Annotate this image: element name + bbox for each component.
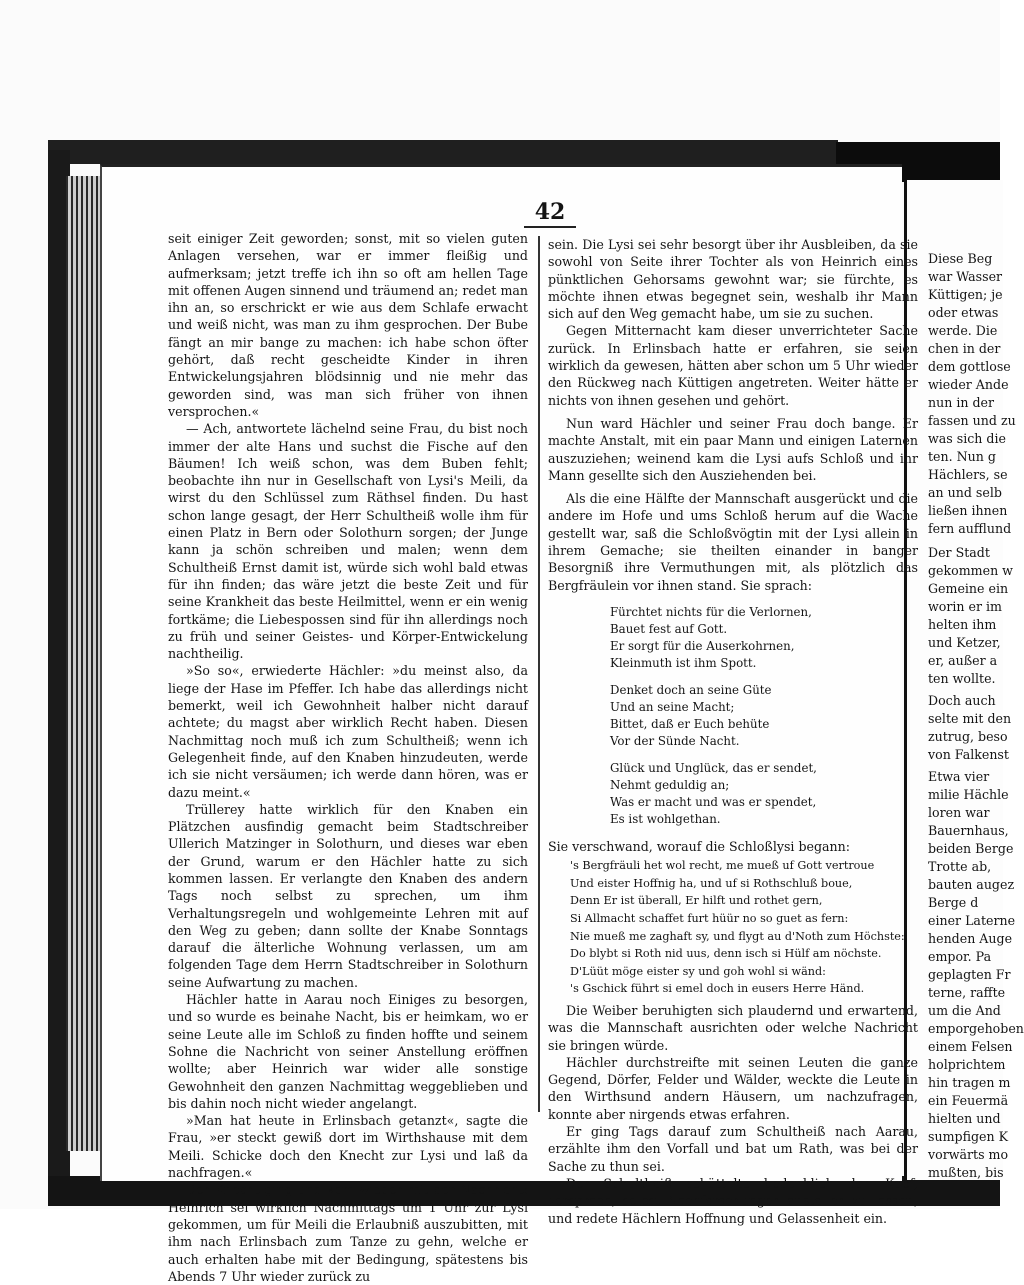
- paragraph: Hächler durchstreifte mit seinen Leuten die ganze Gegend, Dörfer, Felder und Wälder, weckte die Leute in den Wirthsund andern Häusern, um nachzufragen, konnte aber nirgends etwas erfahren.: [548, 1054, 918, 1122]
- facing-page-line: mußten, bis: [928, 1165, 1004, 1180]
- left-column: [168, 230, 528, 1285]
- facing-page-line: einem Felsen: [928, 1039, 1013, 1054]
- facing-page-line: worin er im: [928, 599, 1002, 614]
- verse-line: Denn Er ist überall, Er hilft und rothet gern,: [570, 894, 823, 908]
- facing-page-line: einer Laterne: [928, 913, 1016, 928]
- facing-page-line: fassen und zu: [928, 413, 1016, 428]
- poem-stanza: [610, 760, 918, 828]
- paragraph: Der Schultheiß schüttelte bedenklich den Kopf, versprach, selbst Nachforschungen anstellen zu lassen, und redete Hächlern Hoffnung und Gelassenheit ein.: [548, 1175, 918, 1226]
- facing-page-line: selte mit den: [928, 711, 1012, 726]
- poem: [610, 604, 918, 828]
- facing-page-line: und Ketzer,: [928, 635, 1001, 650]
- facing-page-line: wieder Ande: [928, 377, 1009, 392]
- facing-page-line: war Wasser: [928, 269, 1003, 284]
- scan-border-top: [48, 140, 838, 164]
- facing-page-line: er, außer a: [928, 653, 998, 668]
- facing-page-line: milie Hächle: [928, 787, 1009, 802]
- verse-line: Nie mueß me zaghaft sy, und flygt au d'Noth zum Höchste:: [570, 929, 905, 943]
- verse-line: D'Lüüt möge eister sy und goh wohl si wänd:: [570, 964, 826, 978]
- facing-page-line: dem gottlose: [928, 359, 1011, 374]
- page-number: 42: [534, 199, 566, 225]
- facing-page-line: oder etwas: [928, 305, 999, 320]
- verse-line: Si Allmacht schaffet furt hüür no so guet as fern:: [570, 912, 849, 926]
- poem-line: Und an seine Macht;: [610, 699, 735, 714]
- dialect-verse: [570, 857, 918, 998]
- poem-line: Glück und Unglück, das er sendet,: [610, 760, 817, 775]
- poem-line: Er sorgt für die Auserkohrnen,: [610, 638, 795, 653]
- facing-page-line: holprichtem: [928, 1057, 1006, 1072]
- facing-page-line: nun in der: [928, 395, 995, 410]
- facing-page-line: hin tragen m: [928, 1075, 1011, 1090]
- facing-page-line: terne, raffte: [928, 985, 1006, 1000]
- page-number-rule: [524, 226, 576, 228]
- poem-line: Nehmt geduldig an;: [610, 777, 730, 792]
- facing-page-line: Trotte ab,: [928, 859, 992, 874]
- facing-page-line: loren war: [928, 805, 990, 820]
- middle-column: [548, 236, 918, 1227]
- paragraph: Die Weiber beruhigten sich plaudernd und erwartend, was die Mannschaft ausrichten oder welche Nachricht sie bringen würde.: [548, 1002, 918, 1053]
- facing-page-line: Berge d: [928, 895, 979, 910]
- paragraph: — Ach, antwortete lächelnd seine Frau, du bist noch immer der alte Hans und suchst die Fische auf den Bäumen! Ich weiß schon, was dem Buben fehlt; beobachte ihn nur in Gesellschaft von Lysi's Meili, da wirst du den Schlüssel zum Räthsel finden. Du hast schon lange gesagt, der Herr Schultheiß wolle ihm für einen Platz in Bern oder Solothurn sorgen; der Junge kann ja schön schreiben und malen; wenn dem Schultheiß Ernst damit ist, würde sich wohl bald etwas für ihn finden; das wäre jetzt die beste Zeit und für seine Krankheit das beste Heilmittel, wenn er ein wenig fortkäme; die Liebespossen sind für ihn allerdings noch zu früh und seiner Geistes- und Körper-Entwickelung nachtheilig.: [168, 421, 528, 662]
- column-divider: [538, 236, 540, 1112]
- verse-line: Do blybt si Roth nid uus, denn isch si Hülf am nöchste.: [570, 947, 882, 961]
- verse-line: 's Gschick führt si emel doch in eusers Herre Händ.: [570, 982, 865, 996]
- facing-page-line: Etwa vier: [928, 769, 990, 784]
- facing-page-line: Doch auch: [928, 693, 996, 708]
- facing-page-line: was sich die: [928, 431, 1006, 446]
- facing-page-line: ten wollte.: [928, 671, 996, 686]
- verse-line: Und eister Hoffnig ha, und uf si Rothschluß boue,: [570, 876, 853, 890]
- facing-page-line: emporgehoben: [928, 1021, 1024, 1036]
- poem-line: Es ist wohlgethan.: [610, 811, 721, 826]
- paragraph: Hächler hatte in Aarau noch Einiges zu besorgen, und so wurde es beinahe Nacht, bis er heimkam, wo er seine Leute alle im Schloß zu finden hoffte und seinem Sohne die Nachricht von seiner Anstellung eröffnen wollte; aber Heinrich war wider alle sonstige Gewohnheit den ganzen Nachmittag weggeblieben und bis dahin noch nicht wieder angelangt.: [168, 992, 528, 1111]
- poem-line: Fürchtet nichts für die Verlornen,: [610, 604, 812, 619]
- facing-page-line: ein Feuermä: [928, 1093, 1009, 1108]
- facing-page-line: Gemeine ein: [928, 581, 1009, 596]
- facing-page-line: werde. Die: [928, 323, 998, 338]
- facing-page-line: gekommen w: [928, 563, 1013, 578]
- facing-page-line: um die And: [928, 1003, 1001, 1018]
- paragraph: Der Knecht ging und kam wieder mit der Nachricht: Heinrich sei wirklich Nachmittags um 1 Uhr zur Lysi gekommen, um für Meili die Erlaubniß auszubitten, mit ihm nach Erlinsbach zum Tanze zu gehn, welche er auch erhalten habe mit der Bedingung, spätestens bis Abends 7 Uhr wieder zurück zu: [168, 1182, 528, 1284]
- paragraph: Nun ward Hächler und seiner Frau doch bange. Er machte Anstalt, mit ein paar Mann und einigen Laternen auszuziehen; weinend kam die Lysi aufs Schloß und ihr Mann gesellte sich den Ausziehenden bei.: [548, 415, 918, 483]
- facing-page-line: Küttigen; je: [928, 287, 1003, 302]
- facing-page-line: zutrug, beso: [928, 729, 1008, 744]
- facing-page-line: beiden Berge: [928, 841, 1014, 856]
- facing-page-line: Hächlers, se: [928, 467, 1008, 482]
- poem-line: Bauet fest auf Gott.: [610, 621, 728, 636]
- facing-page-line: helten ihm: [928, 617, 997, 632]
- facing-page-line: henden Auge: [928, 931, 1013, 946]
- poem-line: Bittet, daß er Euch behüte: [610, 716, 770, 731]
- facing-page-line: Der Stadt: [928, 545, 990, 560]
- poem-line: Kleinmuth ist ihm Spott.: [610, 655, 757, 670]
- facing-page-line: empor. Pa: [928, 949, 992, 964]
- poem-stanza: [610, 604, 918, 672]
- facing-page-line: geplagten Fr: [928, 967, 1011, 982]
- facing-page-line: ten. Nun g: [928, 449, 996, 464]
- paragraph: seit einiger Zeit geworden; sonst, mit so vielen guten Anlagen versehen, war er immer fleißig und aufmerksam; jetzt treffe ich ihn so oft am hellen Tage mit offenen Augen sinnend und träumend an; redet man ihn an, so erschrickt er wie aus dem Schlafe erwacht und weiß nicht, was man zu ihm gesprochen. Der Bube fängt an mir bange zu machen: ich habe schon öfter gehört, daß recht gescheidte Kinder in ihren Entwickelungsjahren blödsinnig und nie mehr das geworden sind, was man sich früher von ihnen versprochen.«: [168, 231, 528, 419]
- paragraph: »Man hat heute in Erlinsbach getanzt«, sagte die Frau, »er steckt gewiß dort im Wirthshause mit dem Meili. Schicke doch den Knecht zur Lysi und laß da nachfragen.«: [168, 1113, 528, 1181]
- poem-stanza: [610, 682, 918, 750]
- facing-page-line: von Falkenst: [928, 747, 1009, 762]
- facing-page-line: Bauernhaus,: [928, 823, 1009, 838]
- facing-page-line: sumpfigen K: [928, 1129, 1009, 1144]
- paragraph: Trüllerey hatte wirklich für den Knaben ein Plätzchen ausfindig gemacht beim Stadtschreiber Ullerich Matzinger in Solothurn, und dieses war eben der Grund, warum er den Hächler hatte zu sich kommen lassen. Er verlangte den Knaben des andern Tags noch selbst zu sprechen, um ihm Verhaltungsregeln und wohlgemeinte Lehren mit auf den Weg zu geben; dann sollte der Knabe Sonntags darauf die älterliche Wohnung verlassen, um am folgenden Tage dem Herrn Stadtschreiber in Solothurn seine Aufwartung zu machen.: [168, 801, 528, 990]
- paragraph: Als die eine Hälfte der Mannschaft ausgerückt und die andere im Hofe und ums Schloß herum auf die Wache gestellt war, saß die Schloßvögtin mit der Lysi allein in ihrem Gemache; sie theilten einander in banger Besorgniß ihre Vermuthungen mit, als plötzlich das Bergfräulein vor ihnen stand. Sie sprach:: [548, 491, 918, 593]
- paragraph: »So so«, erwiederte Hächler: »du meinst also, da liege der Hase im Pfeffer. Ich habe das allerdings nicht bemerkt, weil ich Gewohnheit halber nicht darauf achtete; du magst aber wirklich Recht haben. Diesen Nachmittag noch muß ich zum Schultheiß; wenn ich Gelegenheit finde, auf den Knaben hinzudeuten, werde ich sie nicht versäumen; ich werde dann hören, was er dazu meint.«: [168, 663, 528, 800]
- facing-page-line: an und selb: [928, 485, 1002, 500]
- facing-page-line: chen in der: [928, 341, 1001, 356]
- verse-line: 's Bergfräuli het wol recht, me mueß uf Gott vertroue: [570, 859, 875, 873]
- poem-line: Was er macht und was er spendet,: [610, 794, 817, 809]
- paragraph: Gegen Mitternacht kam dieser unverrichteter Sache zurück. In Erlinsbach hatte er erfahren, sie seien wirklich da gewesen, hätten aber schon um 5 Uhr wieder den Rückweg nach Küttigen angetreten. Weiter hätte er nichts von ihnen gesehen und gehört.: [548, 323, 918, 408]
- facing-page-line: hielten und: [928, 1111, 1001, 1126]
- paragraph: sein. Die Lysi sei sehr besorgt über ihr Ausbleiben, da sie sowohl von Seite ihrer Tochter als von Heinrich eines pünktlichen Gehorsams gewohnt war; sie fürchte, es möchte ihnen etwas begegnet sein, weshalb ihr Mann sich auf den Weg gemacht habe, um sie zu suchen.: [548, 237, 918, 322]
- poem-line: Denket doch an seine Güte: [610, 682, 772, 697]
- paragraph: Er ging Tags darauf zum Schultheiß nach Aarau, erzählte ihm den Vorfall und bat um Rath, was bei der Sache zu thun sei.: [548, 1124, 918, 1174]
- facing-page-line: Diese Beg: [928, 251, 993, 266]
- poem-line: Vor der Sünde Nacht.: [610, 733, 740, 748]
- facing-page-line: bauten augez: [928, 877, 1015, 892]
- paragraph: Sie verschwand, worauf die Schloßlysi begann:: [548, 838, 851, 854]
- facing-page-line: ließen ihnen: [928, 503, 1008, 518]
- facing-page-line: vorwärts mo: [928, 1147, 1009, 1162]
- book-page-edges: [66, 176, 100, 1151]
- facing-page-line: fern aufflund: [928, 521, 1012, 536]
